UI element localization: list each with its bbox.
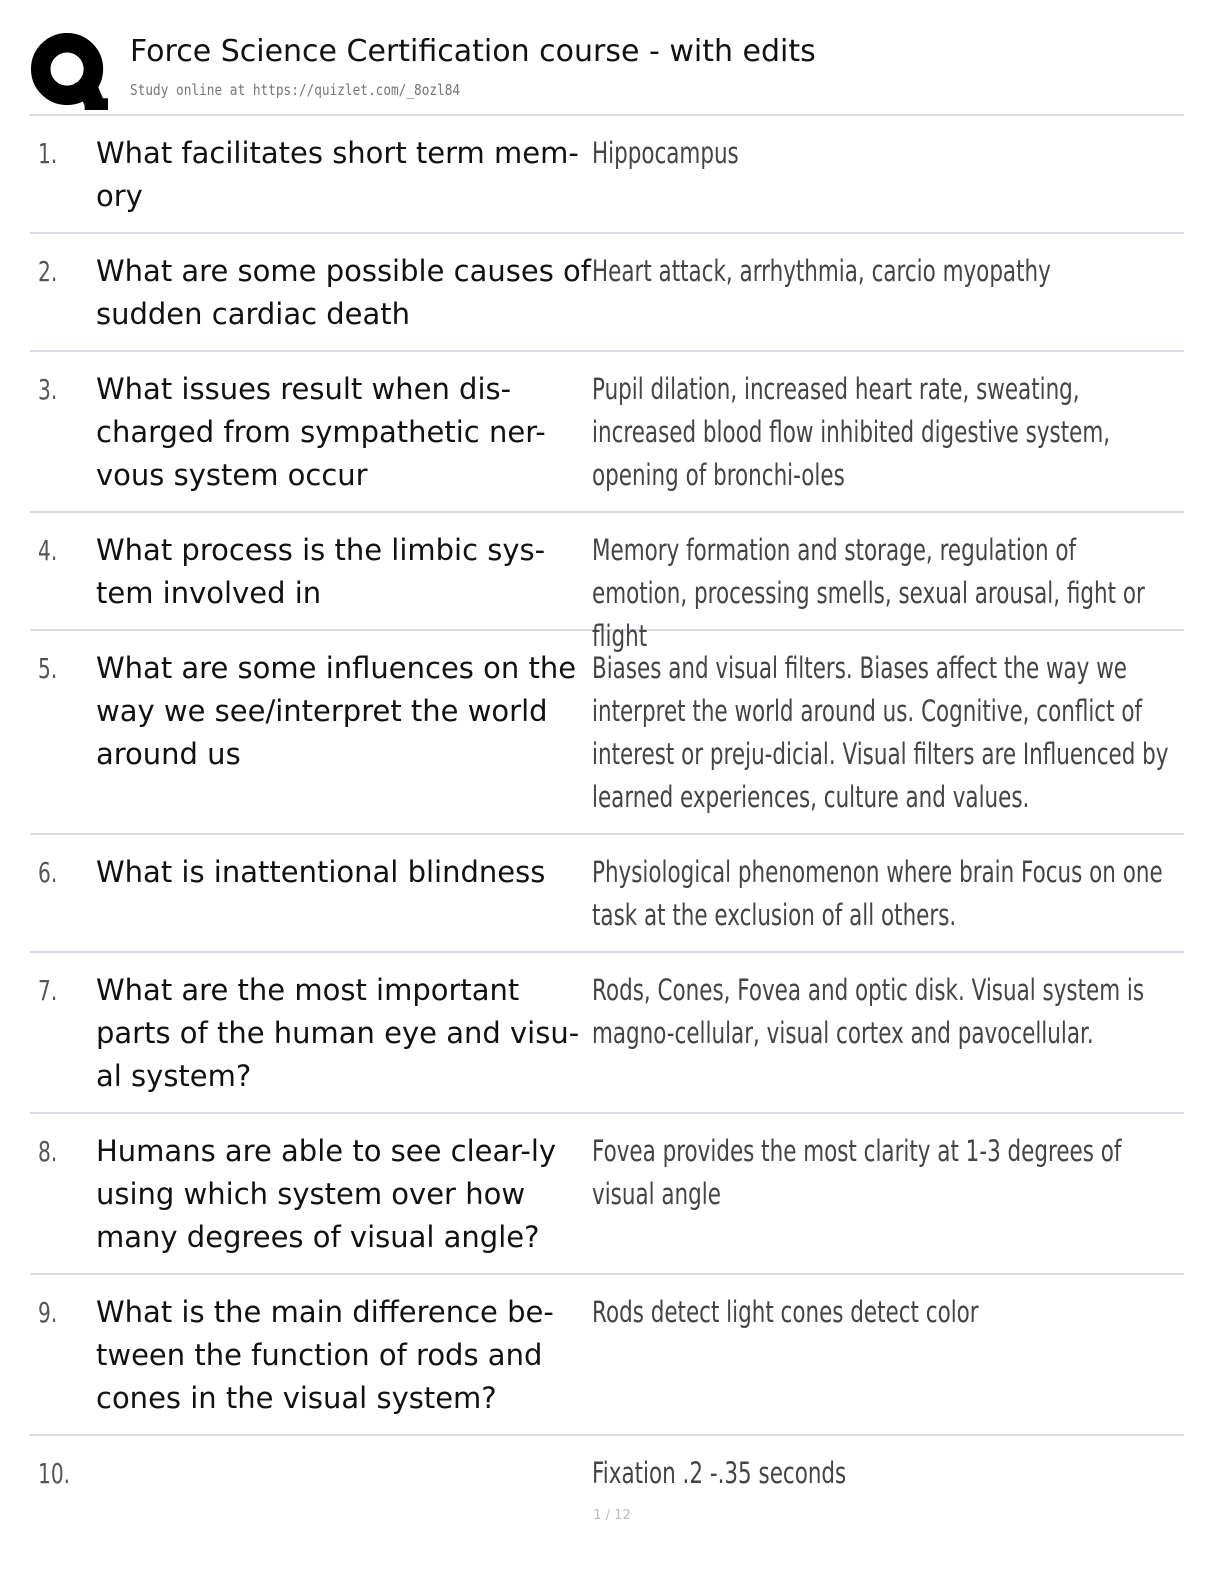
- flashcard-row: [30, 1436, 1184, 1516]
- card-answer: Hippocampus: [592, 136, 739, 170]
- card-question: What is inattentional blindness: [96, 855, 546, 889]
- card-number: 10.: [38, 1457, 71, 1490]
- card-question: What process is the limbic sys-tem involved in: [96, 533, 546, 610]
- flashcard-row: [30, 513, 1184, 653]
- card-number: 8.: [38, 1135, 58, 1168]
- card-answer: Pupil dilation, increased heart rate, sweating, increased blood flow inhibited digestive system, opening of bronchi-oles: [592, 372, 1111, 492]
- page-number: 1 / 12: [593, 1508, 631, 1523]
- study-online-link[interactable]: Study online at https://quizlet.com/_8ozl84: [130, 81, 461, 99]
- quizlet-logo-icon: [30, 32, 108, 110]
- card-question: What issues result when dis-charged from sympathetic ner-vous system occur: [96, 372, 546, 492]
- card-number: 2.: [38, 255, 58, 288]
- card-answer: Biases and visual filters. Biases affect the way we interpret the world around us. Cognitive, conflict of interest or preju-dicial. Visual filters are Influenced by learned experiences, culture and values.: [592, 651, 1169, 814]
- card-answer: Physiological phenomenon where brain Focus on one task at the exclusion of all others.: [592, 855, 1163, 932]
- card-question: Humans are able to see clear-ly using which system over how many degrees of visual angle?: [96, 1134, 557, 1254]
- page-header: [30, 28, 1184, 114]
- card-number: 4.: [38, 534, 58, 567]
- flashcard-row: [30, 953, 1184, 1114]
- flashcard-list: [30, 114, 1184, 1516]
- flashcard-row: [30, 234, 1184, 352]
- card-question: What are the most important parts of the human eye and visu-al system?: [96, 973, 580, 1093]
- card-number: 9.: [38, 1296, 58, 1329]
- card-question: What are some influences on the way we see/interpret the world around us: [96, 651, 577, 771]
- card-answer: Rods detect light cones detect color: [592, 1295, 979, 1329]
- card-number: 3.: [38, 373, 58, 406]
- flashcard-row: [30, 352, 1184, 513]
- card-number: 6.: [38, 856, 58, 889]
- flashcard-row: [30, 1114, 1184, 1275]
- card-number: 7.: [38, 974, 58, 1007]
- flashcard-row: [30, 631, 1184, 835]
- card-answer: Fovea provides the most clarity at 1-3 degrees of visual angle: [592, 1134, 1122, 1211]
- card-answer: Heart attack, arrhythmia, carcio myopathy: [592, 254, 1051, 288]
- card-answer: Fixation .2 -.35 seconds: [592, 1456, 847, 1490]
- flashcard-row: [30, 835, 1184, 953]
- card-answer: Rods, Cones, Fovea and optic disk. Visual system is magno-cellular, visual cortex and pavocellular.: [592, 973, 1145, 1050]
- card-answer: Memory formation and storage, regulation of emotion, processing smells, sexual arousal, fight or flight: [592, 533, 1145, 653]
- flashcard-row: [30, 116, 1184, 234]
- flashcard-row: [30, 1275, 1184, 1436]
- set-title: Force Science Certification course - with edits: [130, 34, 816, 69]
- card-number: 5.: [38, 652, 58, 685]
- card-question: What are some possible causes of sudden cardiac death: [96, 254, 591, 331]
- card-question: What facilitates short term mem- ory: [96, 136, 579, 213]
- card-number: 1.: [38, 137, 58, 170]
- card-question: What is the main difference be-tween the function of rods and cones in the visual system?: [96, 1295, 554, 1415]
